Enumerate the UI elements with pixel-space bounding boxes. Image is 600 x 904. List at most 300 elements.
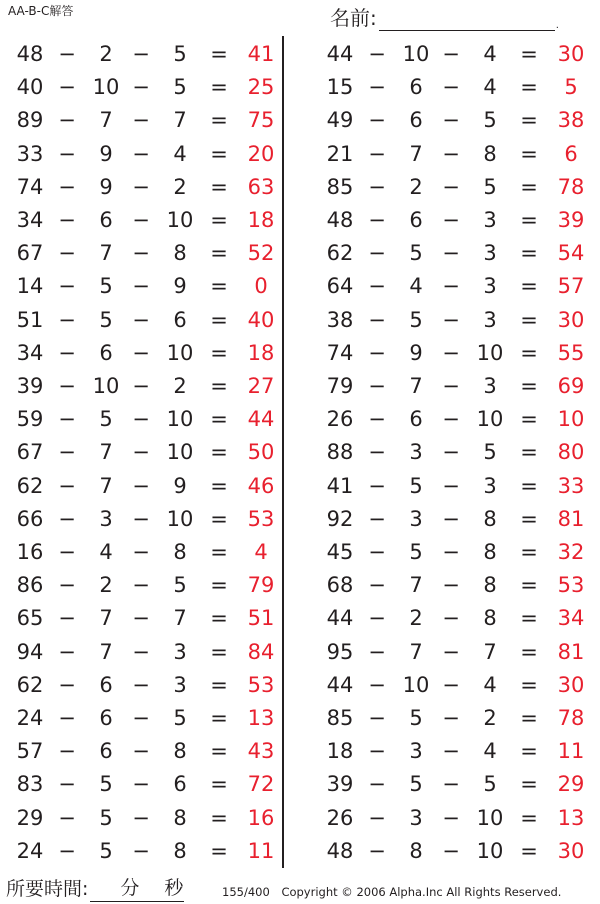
- operand-a: 92: [326, 506, 354, 531]
- answer: 10: [557, 407, 585, 432]
- operand-b: 6: [99, 340, 113, 365]
- operand-b: 5: [409, 772, 423, 797]
- operand-b: 4: [99, 540, 113, 564]
- operand-c: 10: [166, 340, 194, 365]
- answer: 72: [247, 772, 275, 797]
- answer: 30: [557, 838, 585, 863]
- problem-row: [322, 38, 594, 71]
- problem-row: [322, 835, 594, 868]
- problem-row: [322, 171, 594, 204]
- operand-b: 5: [409, 241, 423, 266]
- operand-c: 3: [483, 307, 497, 332]
- minus-sign: −: [368, 440, 386, 465]
- operand-c: 2: [173, 174, 187, 199]
- operand-a: 14: [16, 274, 44, 299]
- equals-sign: =: [210, 42, 228, 66]
- operand-b: 7: [99, 606, 113, 631]
- minus-sign: −: [132, 241, 150, 266]
- operand-a: 62: [16, 473, 44, 498]
- operand-a: 65: [16, 606, 44, 631]
- operand-b: 5: [409, 540, 423, 564]
- equals-sign: =: [520, 540, 538, 564]
- equals-sign: =: [520, 374, 538, 398]
- operand-c: 10: [476, 805, 504, 830]
- operand-a: 41: [326, 473, 354, 498]
- operand-a: 26: [326, 805, 354, 830]
- operand-a: 18: [326, 739, 354, 764]
- minus-sign: −: [368, 208, 386, 232]
- worksheet-title: AA-B-C解答: [8, 4, 74, 18]
- minus-sign: −: [58, 208, 76, 232]
- equals-sign: =: [210, 639, 228, 664]
- minus-sign: −: [442, 473, 460, 498]
- equals-sign: =: [520, 772, 538, 797]
- operand-a: 74: [16, 174, 44, 199]
- operand-a: 16: [16, 540, 44, 564]
- problem-row: [12, 569, 284, 602]
- problem-row: [12, 370, 284, 403]
- answer: 25: [247, 75, 275, 100]
- time-spent-field: [6, 876, 184, 902]
- equals-sign: =: [520, 739, 538, 764]
- operand-c: 5: [483, 108, 497, 133]
- problem-row: [12, 835, 284, 868]
- minus-sign: −: [442, 340, 460, 365]
- operand-a: 45: [326, 540, 354, 564]
- equals-sign: =: [210, 174, 228, 199]
- answer: 18: [247, 340, 275, 365]
- equals-sign: =: [520, 42, 538, 66]
- problem-row: [12, 71, 284, 104]
- answer: 78: [557, 706, 585, 730]
- answer: 55: [557, 340, 585, 365]
- answer: 20: [247, 141, 275, 166]
- problem-row: [12, 735, 284, 768]
- minus-sign: −: [132, 108, 150, 133]
- minus-sign: −: [58, 141, 76, 166]
- answer: 4: [254, 540, 268, 564]
- minus-sign: −: [58, 639, 76, 664]
- answer: 80: [557, 440, 585, 465]
- minus-sign: −: [58, 340, 76, 365]
- minus-sign: −: [58, 606, 76, 631]
- answer: 0: [254, 274, 268, 299]
- minus-sign: −: [58, 75, 76, 100]
- operand-b: 5: [99, 805, 113, 830]
- operand-c: 5: [483, 440, 497, 465]
- operand-b: 5: [99, 274, 113, 299]
- operand-c: 8: [173, 540, 187, 564]
- operand-a: 40: [16, 75, 44, 100]
- answer: 41: [247, 42, 275, 66]
- operand-a: 51: [16, 307, 44, 332]
- operand-a: 49: [326, 108, 354, 133]
- answer: 81: [557, 639, 585, 664]
- equals-sign: =: [520, 407, 538, 432]
- minus-sign: −: [442, 307, 460, 332]
- operand-a: 83: [16, 772, 44, 797]
- equals-sign: =: [210, 672, 228, 697]
- answer: 43: [247, 739, 275, 764]
- equals-sign: =: [210, 706, 228, 730]
- operand-b: 3: [99, 506, 113, 531]
- operand-b: 5: [99, 772, 113, 797]
- operand-c: 7: [173, 606, 187, 631]
- minus-sign: −: [368, 573, 386, 598]
- operand-a: 85: [326, 706, 354, 730]
- minus-sign: −: [58, 838, 76, 863]
- answer: 63: [247, 174, 275, 199]
- seconds-unit: 秒: [164, 877, 184, 899]
- operand-a: 95: [326, 639, 354, 664]
- equals-sign: =: [520, 606, 538, 631]
- answer: 38: [557, 108, 585, 133]
- operand-b: 6: [99, 739, 113, 764]
- operand-a: 85: [326, 174, 354, 199]
- minus-sign: −: [58, 573, 76, 598]
- minus-sign: −: [58, 540, 76, 564]
- answer: 30: [557, 42, 585, 66]
- minus-sign: −: [442, 75, 460, 100]
- minus-sign: −: [132, 606, 150, 631]
- name-dot: .: [555, 20, 559, 31]
- problem-row: [322, 104, 594, 137]
- answer: 50: [247, 440, 275, 465]
- operand-a: 89: [16, 108, 44, 133]
- copyright-notice: Copyright © 2006 Alpha.Inc All Rights Reserved.: [281, 885, 562, 899]
- minus-sign: −: [442, 241, 460, 266]
- equals-sign: =: [210, 208, 228, 232]
- problem-row: [12, 636, 284, 669]
- problem-row: [12, 702, 284, 735]
- time-blank-line: [90, 877, 184, 902]
- problem-row: [12, 536, 284, 569]
- operand-c: 8: [173, 838, 187, 863]
- problem-row: [322, 237, 594, 270]
- minus-sign: −: [132, 340, 150, 365]
- minus-sign: −: [132, 440, 150, 465]
- operand-a: 66: [16, 506, 44, 531]
- minus-sign: −: [442, 407, 460, 432]
- operand-b: 6: [409, 108, 423, 133]
- operand-a: 34: [16, 340, 44, 365]
- operand-c: 5: [173, 706, 187, 730]
- operand-b: 9: [99, 141, 113, 166]
- operand-c: 10: [476, 838, 504, 863]
- operand-b: 7: [99, 473, 113, 498]
- minus-sign: −: [368, 672, 386, 697]
- operand-b: 9: [409, 340, 423, 365]
- problem-row: [12, 503, 284, 536]
- equals-sign: =: [520, 473, 538, 498]
- operand-a: 24: [16, 706, 44, 730]
- minus-sign: −: [132, 473, 150, 498]
- answer: 34: [557, 606, 585, 631]
- operand-a: 24: [16, 838, 44, 863]
- equals-sign: =: [210, 805, 228, 830]
- operand-c: 3: [173, 639, 187, 664]
- problem-row: [322, 270, 594, 303]
- answer: 30: [557, 672, 585, 697]
- answer: 40: [247, 307, 275, 332]
- operand-c: 10: [476, 340, 504, 365]
- answer: 11: [247, 838, 275, 863]
- answer: 27: [247, 374, 275, 398]
- answer: 75: [247, 108, 275, 133]
- operand-c: 6: [173, 307, 187, 332]
- answer: 44: [247, 407, 275, 432]
- equals-sign: =: [210, 506, 228, 531]
- operand-a: 44: [326, 606, 354, 631]
- problem-row: [12, 138, 284, 171]
- equals-sign: =: [210, 75, 228, 100]
- answer: 53: [247, 506, 275, 531]
- answer: 54: [557, 241, 585, 266]
- operand-c: 9: [173, 274, 187, 299]
- minus-sign: −: [132, 274, 150, 299]
- page-number: 155/400: [222, 885, 270, 899]
- minus-sign: −: [58, 174, 76, 199]
- minus-sign: −: [368, 75, 386, 100]
- minus-sign: −: [368, 340, 386, 365]
- answer: 18: [247, 208, 275, 232]
- minus-sign: −: [368, 606, 386, 631]
- minus-sign: −: [368, 540, 386, 564]
- minus-sign: −: [132, 573, 150, 598]
- minus-sign: −: [132, 772, 150, 797]
- minus-sign: −: [132, 506, 150, 531]
- equals-sign: =: [210, 838, 228, 863]
- operand-b: 6: [99, 706, 113, 730]
- operand-c: 3: [483, 241, 497, 266]
- operand-b: 5: [99, 838, 113, 863]
- answer: 81: [557, 506, 585, 531]
- minus-sign: −: [368, 141, 386, 166]
- equals-sign: =: [520, 340, 538, 365]
- minus-sign: −: [58, 307, 76, 332]
- answer: 78: [557, 174, 585, 199]
- problem-row: [322, 204, 594, 237]
- answer: 57: [557, 274, 585, 299]
- operand-b: 9: [99, 174, 113, 199]
- problem-row: [322, 802, 594, 835]
- operand-b: 2: [409, 174, 423, 199]
- minus-sign: −: [442, 108, 460, 133]
- operand-c: 7: [483, 639, 497, 664]
- equals-sign: =: [520, 672, 538, 697]
- name-blank-line: [379, 10, 555, 31]
- problem-row: [322, 337, 594, 370]
- equals-sign: =: [210, 540, 228, 564]
- minus-sign: −: [58, 672, 76, 697]
- problem-row: [322, 569, 594, 602]
- minutes-unit: 分: [120, 877, 140, 899]
- minus-sign: −: [368, 739, 386, 764]
- equals-sign: =: [520, 307, 538, 332]
- operand-c: 5: [173, 42, 187, 66]
- equals-sign: =: [520, 108, 538, 133]
- minus-sign: −: [58, 706, 76, 730]
- problem-row: [322, 503, 594, 536]
- operand-c: 10: [166, 506, 194, 531]
- operand-b: 7: [409, 639, 423, 664]
- operand-b: 2: [99, 42, 113, 66]
- operand-b: 5: [99, 307, 113, 332]
- minus-sign: −: [132, 672, 150, 697]
- answer: 39: [557, 208, 585, 232]
- operand-a: 39: [326, 772, 354, 797]
- minus-sign: −: [132, 739, 150, 764]
- minus-sign: −: [58, 440, 76, 465]
- operand-b: 7: [409, 374, 423, 398]
- problem-row: [12, 470, 284, 503]
- minus-sign: −: [58, 374, 76, 398]
- minus-sign: −: [132, 805, 150, 830]
- minus-sign: −: [368, 108, 386, 133]
- answer: 46: [247, 473, 275, 498]
- minus-sign: −: [442, 374, 460, 398]
- minus-sign: −: [368, 407, 386, 432]
- operand-c: 5: [173, 75, 187, 100]
- equals-sign: =: [210, 407, 228, 432]
- equals-sign: =: [210, 606, 228, 631]
- answer: 53: [557, 573, 585, 598]
- problem-row: [12, 669, 284, 702]
- answer: 53: [247, 672, 275, 697]
- minus-sign: −: [368, 772, 386, 797]
- operand-c: 8: [483, 573, 497, 598]
- answer: 6: [564, 141, 578, 166]
- operand-c: 4: [483, 672, 497, 697]
- equals-sign: =: [520, 639, 538, 664]
- operand-c: 10: [166, 440, 194, 465]
- problem-row: [12, 403, 284, 436]
- minus-sign: −: [442, 672, 460, 697]
- equals-sign: =: [210, 307, 228, 332]
- minus-sign: −: [442, 440, 460, 465]
- minus-sign: −: [442, 208, 460, 232]
- minus-sign: −: [368, 473, 386, 498]
- equals-sign: =: [210, 274, 228, 299]
- column-divider: [282, 36, 284, 868]
- minus-sign: −: [58, 772, 76, 797]
- operand-c: 3: [173, 672, 187, 697]
- minus-sign: −: [132, 42, 150, 66]
- minus-sign: −: [368, 241, 386, 266]
- operand-b: 10: [92, 75, 120, 100]
- problem-row: [322, 669, 594, 702]
- operand-c: 8: [483, 141, 497, 166]
- operand-c: 5: [483, 772, 497, 797]
- problem-row: [322, 403, 594, 436]
- operand-a: 48: [326, 838, 354, 863]
- minus-sign: −: [132, 838, 150, 863]
- problem-row: [12, 204, 284, 237]
- problem-row: [322, 768, 594, 801]
- equals-sign: =: [210, 440, 228, 465]
- operand-c: 4: [483, 75, 497, 100]
- operand-c: 2: [483, 706, 497, 730]
- operand-a: 88: [326, 440, 354, 465]
- equals-sign: =: [210, 340, 228, 365]
- minus-sign: −: [58, 805, 76, 830]
- operand-a: 67: [16, 241, 44, 266]
- operand-b: 2: [409, 606, 423, 631]
- operand-b: 5: [409, 473, 423, 498]
- problem-row: [12, 104, 284, 137]
- equals-sign: =: [210, 772, 228, 797]
- operand-b: 5: [99, 407, 113, 432]
- operand-b: 6: [409, 208, 423, 232]
- equals-sign: =: [520, 506, 538, 531]
- operand-b: 7: [99, 241, 113, 266]
- problem-row: [322, 702, 594, 735]
- minus-sign: −: [368, 805, 386, 830]
- operand-a: 34: [16, 208, 44, 232]
- operand-a: 21: [326, 141, 354, 166]
- minus-sign: −: [58, 274, 76, 299]
- operand-b: 7: [99, 108, 113, 133]
- minus-sign: −: [368, 42, 386, 66]
- operand-c: 3: [483, 473, 497, 498]
- minus-sign: −: [442, 506, 460, 531]
- operand-a: 74: [326, 340, 354, 365]
- problem-row: [12, 802, 284, 835]
- problem-row: [12, 602, 284, 635]
- minus-sign: −: [442, 706, 460, 730]
- operand-c: 5: [483, 174, 497, 199]
- operand-b: 10: [402, 672, 430, 697]
- minus-sign: −: [58, 407, 76, 432]
- problem-row: [12, 304, 284, 337]
- problem-row: [322, 370, 594, 403]
- operand-a: 94: [16, 639, 44, 664]
- equals-sign: =: [210, 573, 228, 598]
- operand-c: 7: [173, 108, 187, 133]
- operand-b: 10: [402, 42, 430, 66]
- minus-sign: −: [58, 473, 76, 498]
- problem-row: [322, 436, 594, 469]
- operand-c: 8: [483, 540, 497, 564]
- operand-c: 8: [173, 805, 187, 830]
- operand-b: 4: [409, 274, 423, 299]
- operand-b: 3: [409, 440, 423, 465]
- operand-c: 3: [483, 374, 497, 398]
- operand-b: 7: [409, 573, 423, 598]
- operand-a: 33: [16, 141, 44, 166]
- problem-row: [322, 735, 594, 768]
- operand-b: 5: [409, 706, 423, 730]
- operand-b: 6: [409, 75, 423, 100]
- equals-sign: =: [520, 141, 538, 166]
- answer: 52: [247, 241, 275, 266]
- answer: 13: [247, 706, 275, 730]
- problem-row: [322, 536, 594, 569]
- minus-sign: −: [132, 307, 150, 332]
- minus-sign: −: [132, 75, 150, 100]
- minus-sign: −: [132, 639, 150, 664]
- answer: 11: [557, 739, 585, 764]
- operand-b: 5: [409, 307, 423, 332]
- name-label: 名前:: [330, 6, 377, 30]
- operand-a: 48: [326, 208, 354, 232]
- answer: 32: [557, 540, 585, 564]
- operand-c: 10: [476, 407, 504, 432]
- minus-sign: −: [132, 540, 150, 564]
- operand-a: 68: [326, 573, 354, 598]
- operand-a: 26: [326, 407, 354, 432]
- operand-c: 9: [173, 473, 187, 498]
